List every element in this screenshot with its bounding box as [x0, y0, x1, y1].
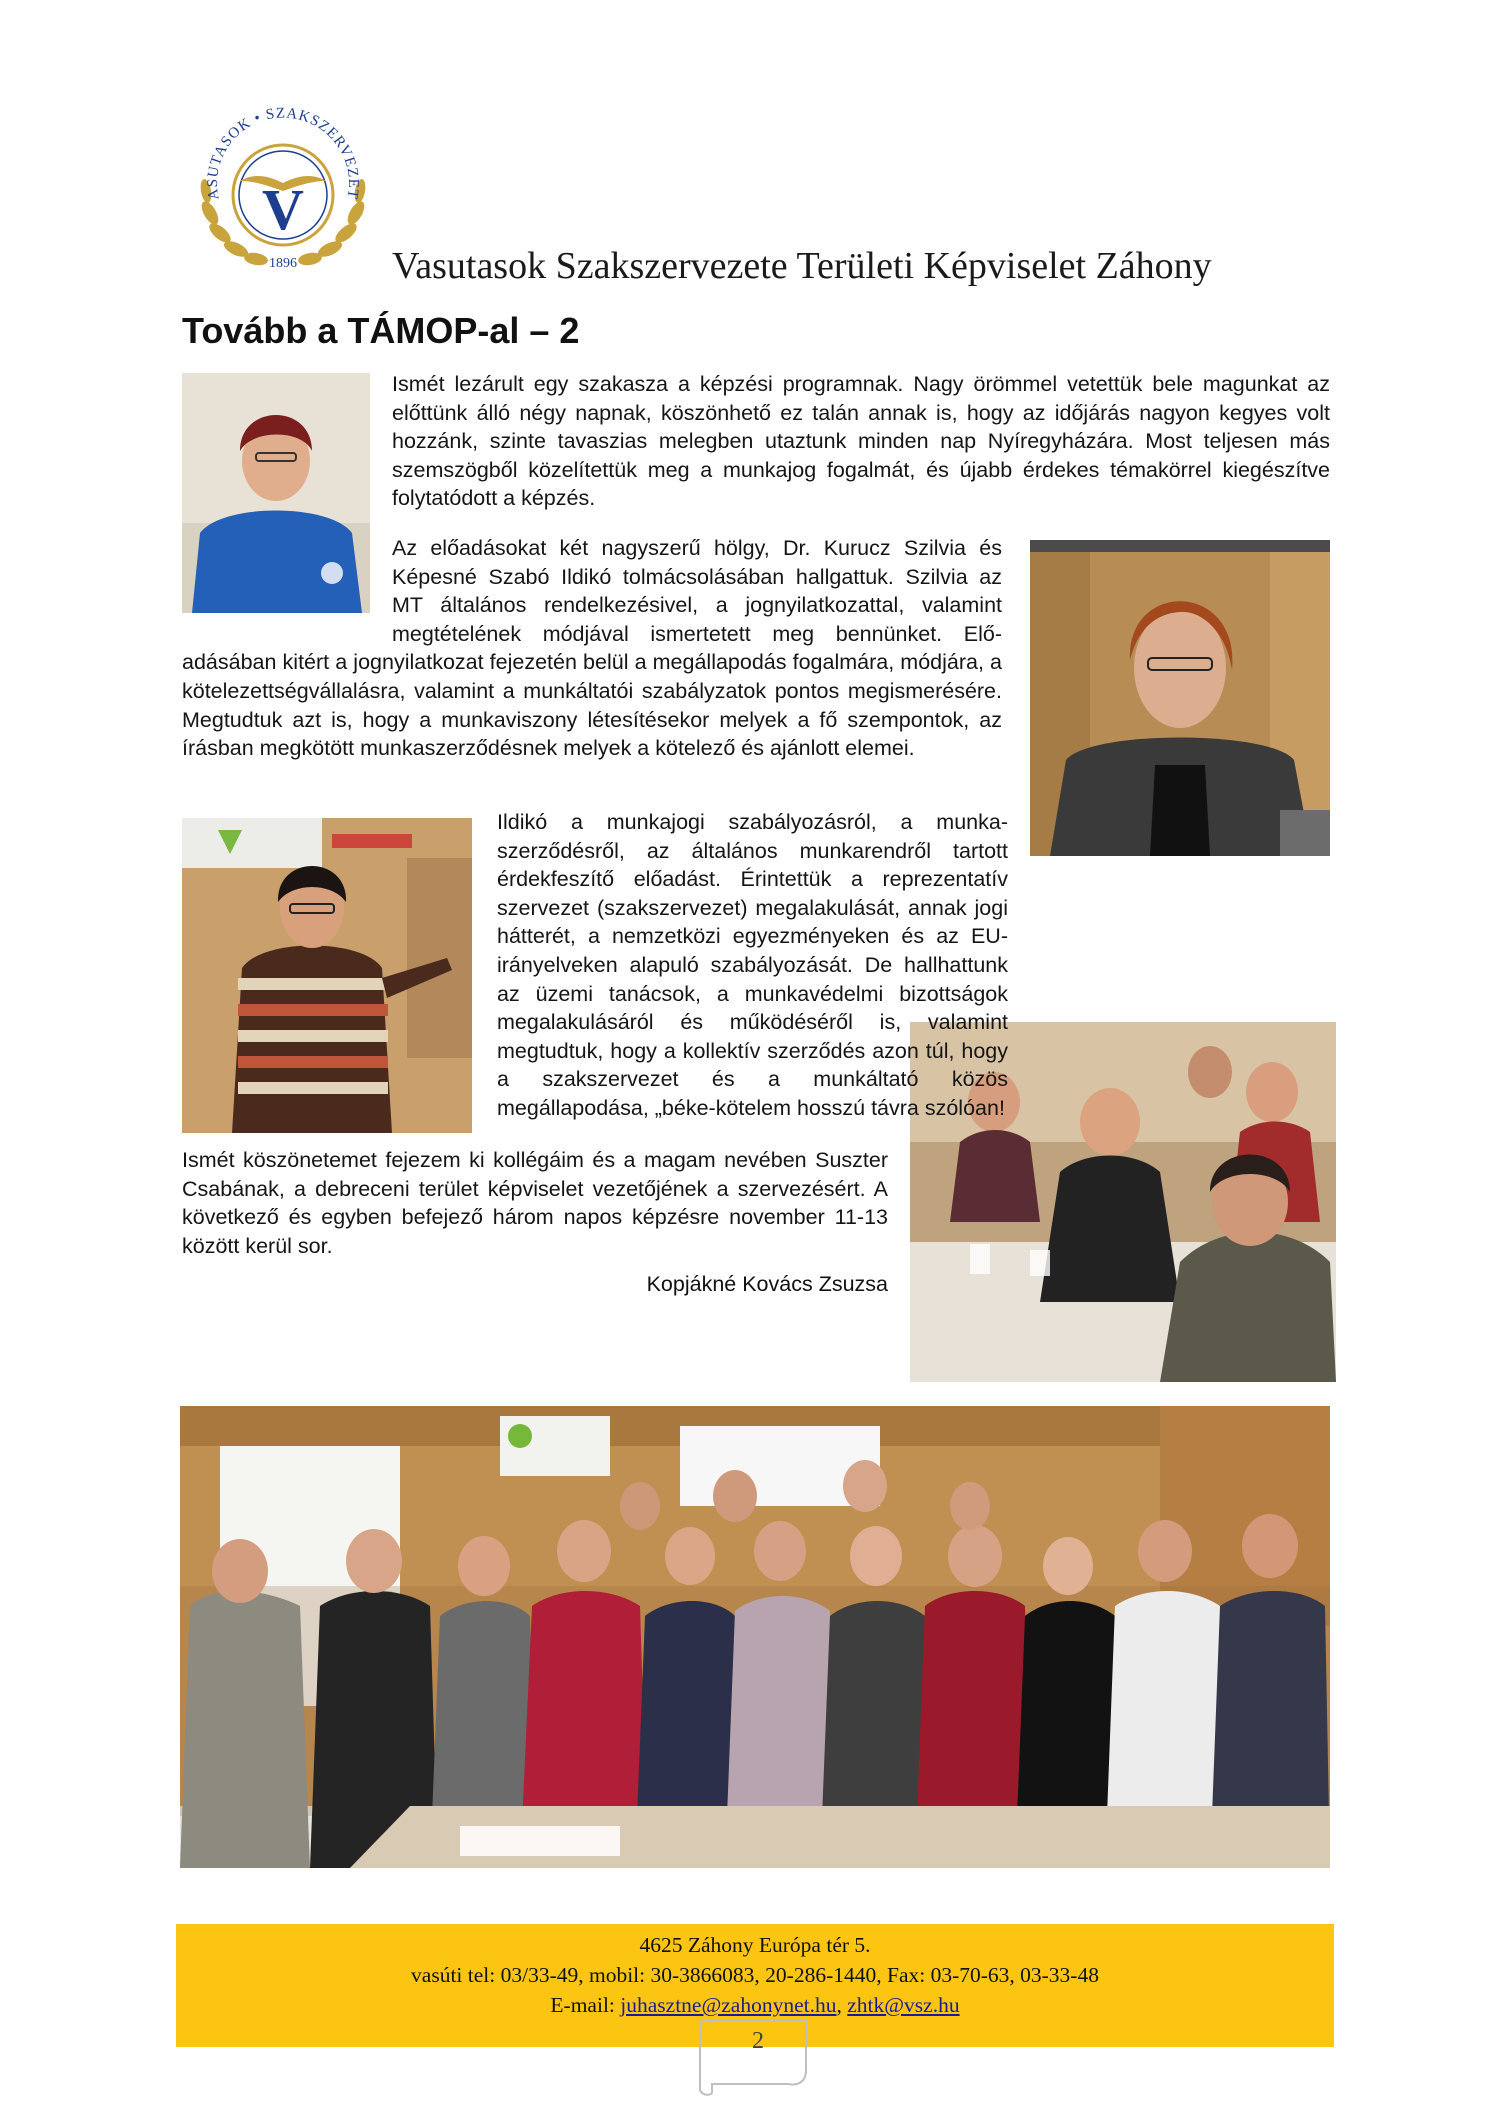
footer-address: 4625 Záhony Európa tér 5.	[639, 1933, 871, 1957]
footer-phones: vasúti tel: 03/33-49, mobil: 30-3866083, 20-286-1440, Fax: 03-70-63, 03-33-48	[411, 1963, 1099, 1987]
footer-email-separator: ,	[836, 1993, 842, 2017]
page-number: 2	[752, 2028, 764, 2054]
article-paragraph-3-text: Ildikó a munkajogi szabályozásról, a munka-szerződésről, az általános munkarendről tartott érdekfeszítő előadást. Érintettük a reprezentatív szervezet (szakszervezet) megalakulását, annak jogi hátterét, a nemzetközi egyezményeken és az EU-irányelveken alapuló szabályozását. De hallhattunk az üzemi tanácsok, a munkavédelmi bizottságok megalakulásáról és működéséről is, valamint megtudtuk, hogy a kollektív szerződés azon túl, hogy a szakszervezet és a munkáltató közös megállapodása, „béke-kötelem hosszú távra szólóan!	[497, 810, 1008, 1120]
photo-lecturer-glasses	[1030, 540, 1330, 856]
article-paragraph-2-text: Az előadásokat két nagyszerű hölgy, Dr. Kurucz Szilvia és Képesné Szabó Ildikó tolmácsolásában hallgattuk. Szilvia az MT általános rendelkezésivel, a jognyilatkozattal, valamint megtételének módjával ismertetett meg bennünket. Elő-adásában kitért a jognyilatkozat fejezetén belül a megállapodás fogalmára, módjára, a kötelezettségvállalásra, valamint a munkáltatói szabályzatok pontos megismerésére. Megtudtuk azt is, hogy a munkaviszony létesítésekor melyek a fő szempontok, az írásban megkötött munkaszerződésnek melyek a kötelező és ajánlott elemei.	[182, 536, 1002, 761]
photo-group	[180, 1406, 1330, 1868]
article-paragraph-2	[182, 534, 1002, 763]
article-paragraph-1: Ismét lezárult egy szakasza a képzési programnak. Nagy örömmel vetettük bele magunkat az előttünk álló négy napnak, köszönhető ez talán annak is, hogy az időjárás nagyon kegyes volt hozzánk, szinte tavaszias melegben utaztunk minden nap Nyíregyházára. Most teljesen más szemszögből közelítettük meg a munkajog fogalmát, és újabb érdekes témakörrel kiegészítve folytatódott a képzés.	[392, 372, 1330, 511]
article-paragraph-4: Ismét köszönetemet fejezem ki kollégáim és a magam nevében Suszter Csabának, a debreceni terület képviselet vezetőjének a szervezésért. A következő és egyben befejező három napos képzésre november 11-13 között kerül sor.	[182, 1148, 888, 1258]
organization-title: Vasutasok Szakszervezete Területi Képviselet Záhony	[392, 245, 1212, 287]
union-logo	[188, 95, 378, 275]
author-signature: Kopjákné Kovács Zsuzsa	[646, 1272, 888, 1296]
logo-year: 1896	[269, 256, 297, 271]
article-paragraph-3	[182, 808, 1008, 1138]
logo-letter: V	[262, 177, 304, 242]
article-headline: Tovább a TÁMOP-al – 2	[182, 310, 580, 351]
email-link-zhtk[interactable]: zhtk@vsz.hu	[847, 1993, 960, 2017]
footer-email-label: E-mail:	[550, 1993, 615, 2017]
logo-arc-text: ASUTASOK • SZAKSZERVEZET	[204, 105, 362, 201]
email-link-juhasztne[interactable]: juhasztne@zahonynet.hu	[620, 1993, 837, 2017]
